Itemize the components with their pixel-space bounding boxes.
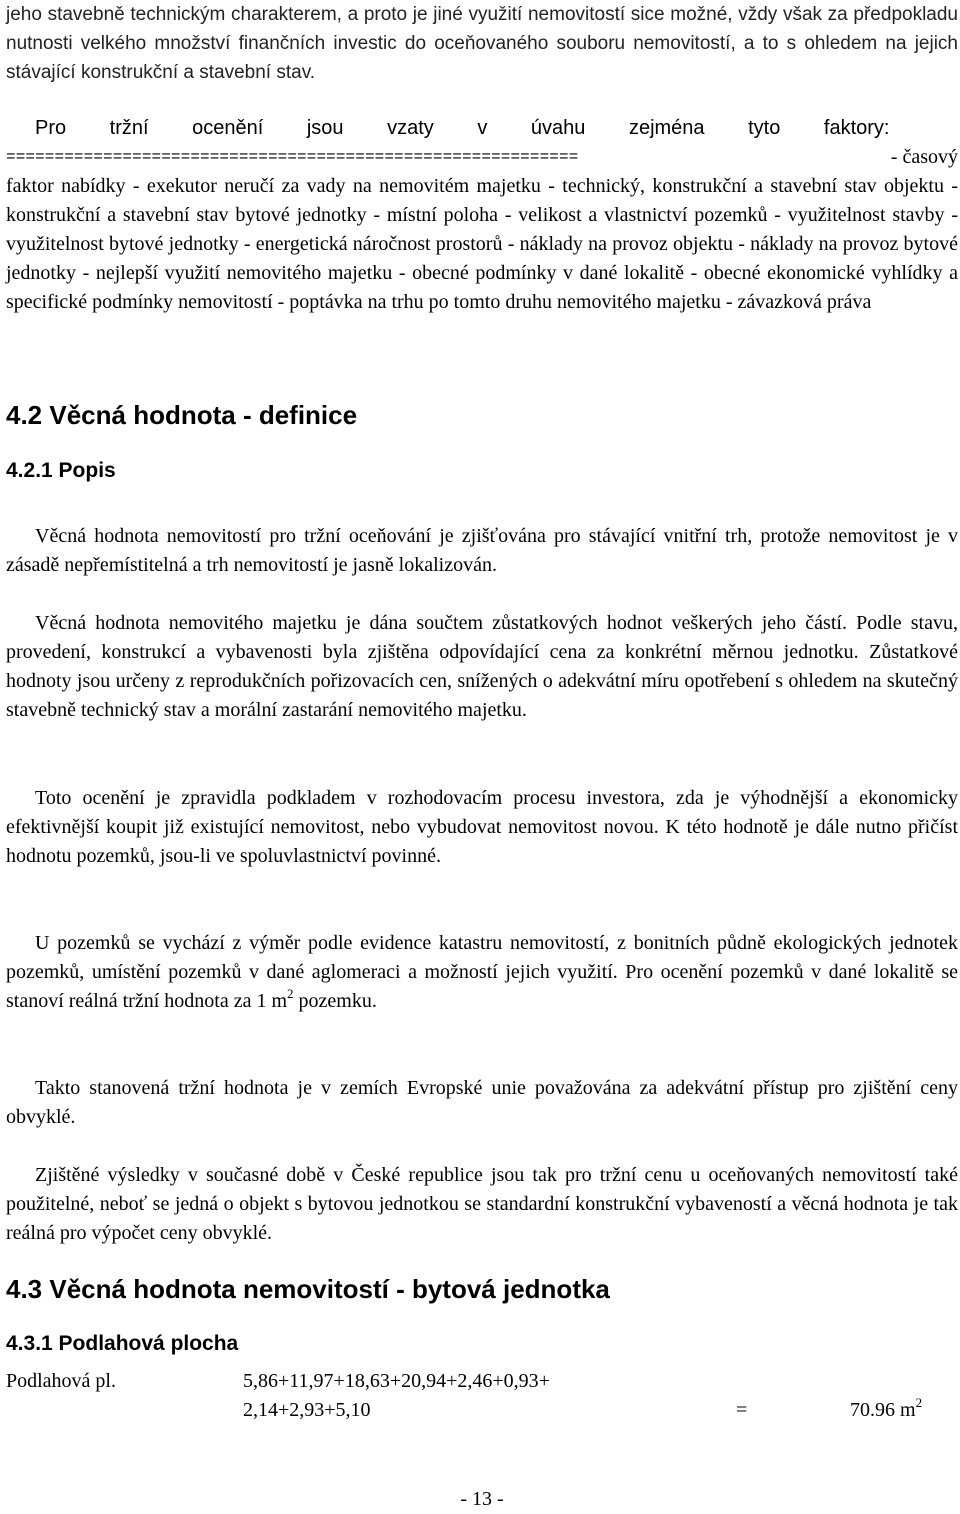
factors-lead-line [6,114,958,143]
calc-result-value: 70.96 m [850,1399,916,1421]
heading-4-2: 4.2 Věcná hodnota - definice [6,400,358,430]
factors-paragraph [6,114,958,317]
page-number: - 13 - [460,1488,504,1510]
calc-equals: = [736,1399,748,1421]
unit-superscript: 2 [287,986,294,1001]
calc-line-2: 2,14+2,93+5,10 [243,1399,371,1421]
vecna-paragraph-3: Toto ocenění je zpravidla podkladem v rozhodovacím procesu investora, zda je výhodnější a ekonomicky efektivnější koupit již existující nemovitost, nebo vybudovat nemovitost novou. K této hodnotě je dále nutno přičíst hodnotu pozemků, jsou-li ve spoluvlastnictví povinné. [6,787,958,867]
heading-4-3-1: 4.3.1 Podlahová plocha [6,1332,239,1355]
calc-result [850,1396,922,1425]
factors-lead: Pro tržní ocenění jsou vzaty v úvahu zejména tyto faktory: [35,117,890,139]
document-page [6,0,958,1509]
vecna-paragraph-4 [6,929,958,1016]
floor-area-calculation [6,1367,958,1431]
heading-4-2-1: 4.2.1 Popis [6,459,116,482]
calc-result-superscript: 2 [915,1395,923,1410]
vecna-paragraph-5: Takto stanovená tržní hodnota je v zemích Evropské unie považována za adekvátní přístup pro zjištění ceny obvyklé. [6,1077,958,1128]
factors-rule-line [6,143,958,172]
factors-rule-tail: - časový [890,146,958,168]
vecna-paragraph-6: Zjištěné výsledky v současné době v České republice jsou tak pro tržní cenu u oceňovaných nemovitostí také použitelné, neboť se jedná o objekt s bytovou jednotkou se standardní konstrukční vybaveností a věcná hodnota je tak reálná pro výpočet ceny obvyklé. [6,1164,958,1244]
calc-line-1: 5,86+11,97+18,63+20,94+2,46+0,93+ [243,1370,550,1392]
intro-paragraph: jeho stavebně technickým charakterem, a proto je jiné využití nemovitostí sice možné, vždy však za předpokladu nutnosti velkého množství finančních investic do oceňovaného souboru nemovitostí, a to s ohledem na jejich stávající konstrukční a stavební stav. [6,4,958,83]
heading-4-3: 4.3 Věcná hodnota nemovitostí - bytová jednotka [6,1274,610,1304]
factors-rule: =========================================================== [6,148,579,166]
vecna-paragraph-2: Věcná hodnota nemovitého majetku je dána součtem zůstatkových hodnot veškerých jeho částí. Podle stavu, provedení, konstrukcí a vybavenosti byla zjištěna odpovídající cena za konkrétní měrnou jednotku. Zůstatkové hodnoty jsou určeny z reprodukčních pořizovacích cen, snížených o adekvátní míru opotřebení s ohledem na skutečný stavebně technický stav a morální zastarání nemovitého majetku. [6,612,958,721]
calc-label: Podlahová pl. [6,1370,116,1392]
vecna-paragraph-1: Věcná hodnota nemovitostí pro tržní oceňování je zjišťována pro stávající vnitřní trh, protože nemovitost je v zásadě nepřemístitelná a trh nemovitostí je jasně lokalizován. [6,525,958,576]
vecna-paragraph-4-tail: pozemku. [298,990,377,1012]
vecna-paragraph-4-text: U pozemků se vychází z výměr podle evidence katastru nemovitostí, z bonitních půdně ekologických jednotek pozemků, umístění pozemků v dané aglomeraci a možností jejich využití. Pro ocenění pozemků v dané lokalitě se stanoví reálná tržní hodnota za 1 m [6,932,958,1012]
factors-body: faktor nabídky - exekutor neručí za vady na nemovitém majetku - technický, konstrukční a stavební stav objektu - konstrukční a stavební stav bytové jednotky - místní poloha - velikost a vlastnictví pozemků - využitelnost stavby - využitelnost bytové jednotky - energetická náročnost prostorů - náklady na provoz objektu - náklady na provoz bytové jednotky - nejlepší využití nemovitého majetku - obecné podmínky v dané lokalitě - obecné ekonomické vyhlídky a specifické podmínky nemovitostí - poptávka na trhu po tomto druhu nemovitého majetku - závazková práva [6,175,958,313]
